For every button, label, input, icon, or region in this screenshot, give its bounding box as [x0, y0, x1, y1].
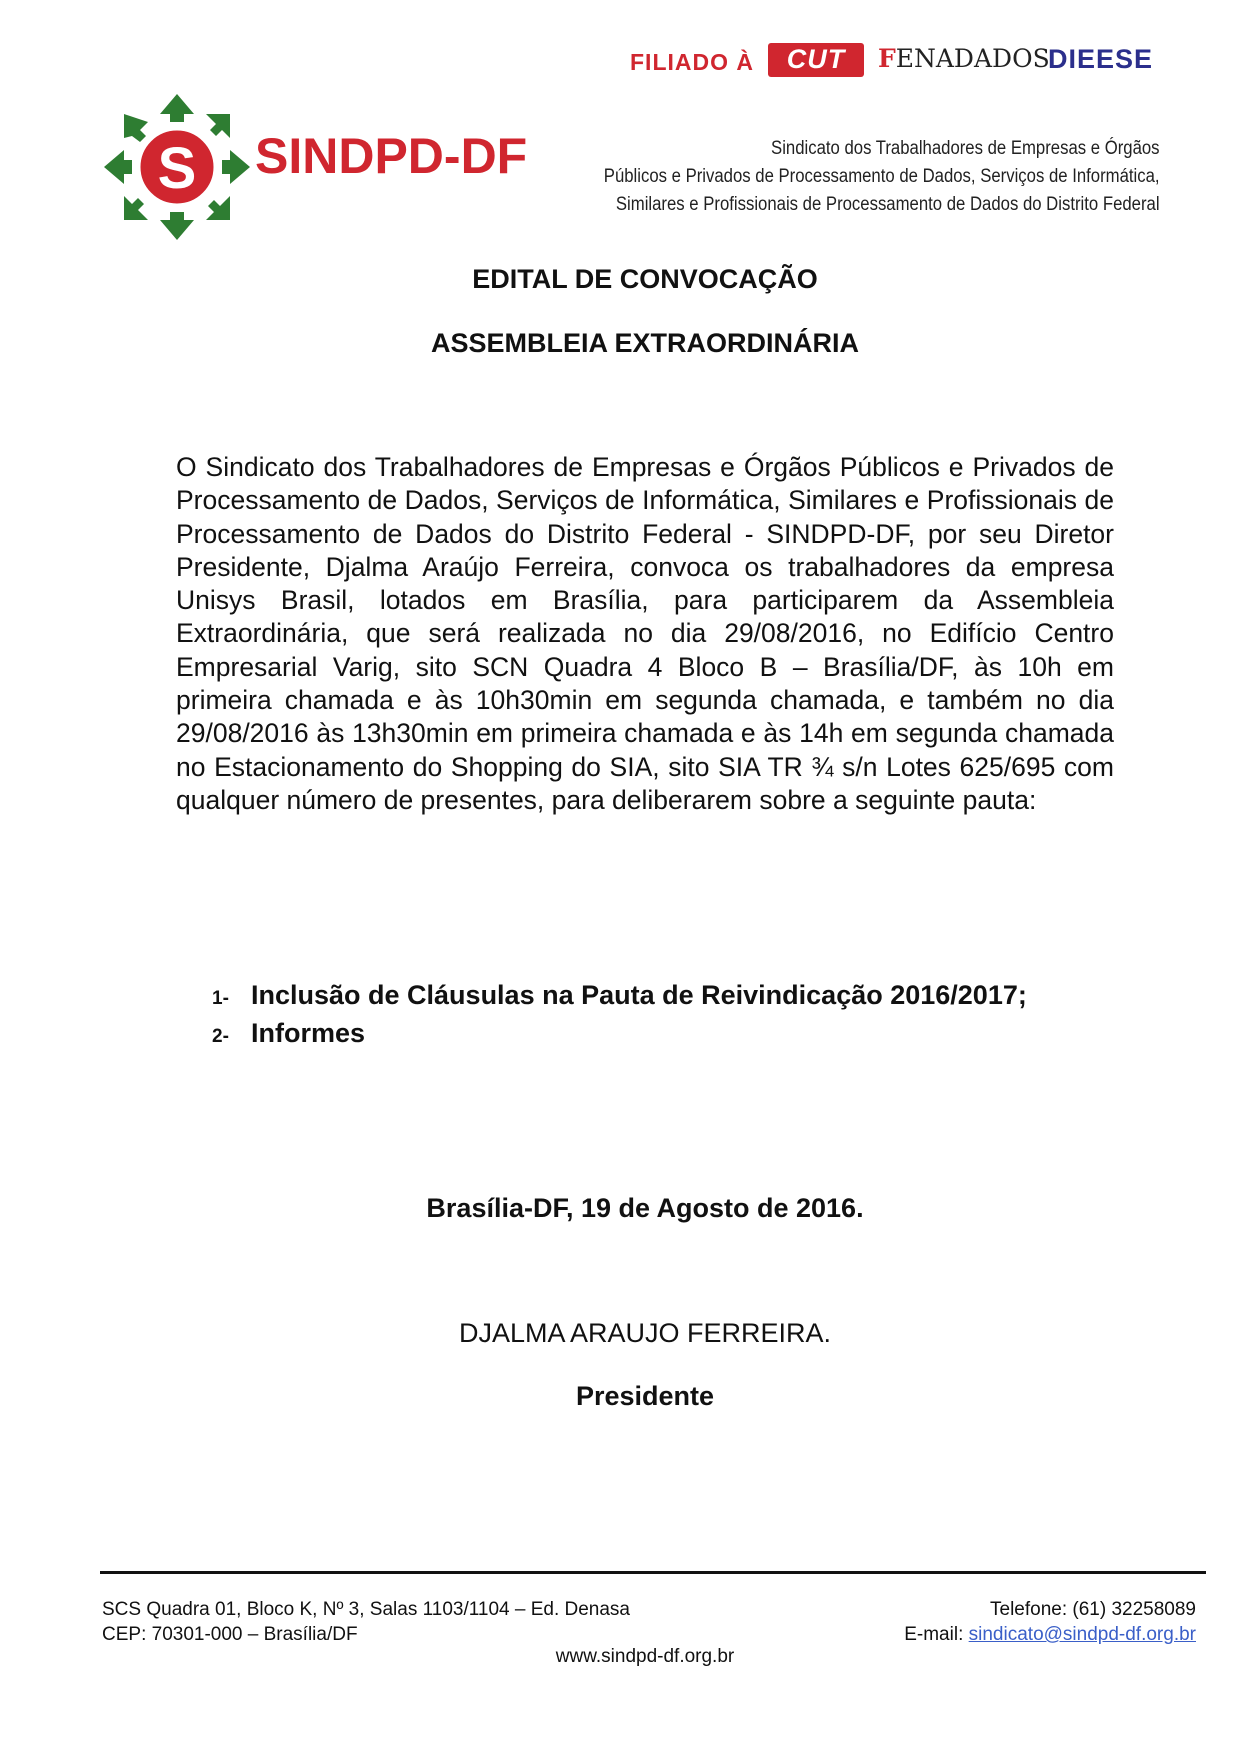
agenda-list — [212, 978, 1027, 1054]
footer-divider — [100, 1571, 1206, 1574]
agenda-item — [212, 978, 1027, 1016]
affiliation-bar — [630, 40, 1190, 80]
agenda-item-number: 2- — [212, 1026, 229, 1047]
convocation-body: O Sindicato dos Trabalhadores de Empresas e Órgãos Públicos e Privados de Processamento de Dados, Serviços de Informática, Similares e Profissionais de Processamento de Dados do Distrito Federal - SINDPD-DF, por seu Diretor Presidente, Djalma Araújo Ferreira, convoca os trabalhadores da empresa Unisys Brasil, lotados em Brasília, para participarem da Assembleia Extraordinária, que será realizada no dia 29/08/2016, no Edifício Centro Empresarial Varig, sito SCN Quadra 4 Bloco B – Brasília/DF, às 10h em primeira chamada e às 10h30min em segunda chamada, e também no dia 29/08/2016 às 13h30min em primeira chamada e às 14h em segunda chamada no Estacionamento do Shopping do SIA, sito SIA TR ¾ s/n Lotes 625/695 com qualquer número de presentes, para deliberarem sobre a seguinte pauta: — [176, 452, 1114, 815]
org-description-line: Públicos e Privados de Processamento de Dados, Serviços de Informática, — [604, 166, 1160, 187]
footer-contact — [904, 1597, 1196, 1647]
footer-email-label: E-mail: — [904, 1624, 964, 1645]
affiliation-label: FILIADO À — [630, 49, 754, 75]
agenda-item-number: 1- — [212, 988, 229, 1009]
date-line: Brasília-DF, 19 de Agosto de 2016. — [426, 1193, 864, 1223]
footer-website: www.sindpd-df.org.br — [555, 1646, 735, 1667]
signer-role: Presidente — [575, 1381, 715, 1411]
sindpd-logo-icon — [102, 92, 252, 242]
org-description-line: Similares e Profissionais de Processamento de Dados do Distrito Federal — [616, 194, 1160, 215]
org-description-line: Sindicato dos Trabalhadores de Empresas e Órgãos — [771, 138, 1160, 159]
dieese-logo: DIEESE — [1048, 44, 1154, 74]
footer-email-link[interactable]: sindicato@sindpd-df.org.br — [968, 1624, 1196, 1645]
agenda-item — [212, 1016, 1027, 1054]
svg-text:S: S — [157, 136, 197, 201]
cut-logo — [768, 43, 864, 77]
agenda-item-text: Informes — [251, 1018, 366, 1048]
fenadados-logo-rest: ENADADOS — [895, 44, 1050, 73]
org-description — [604, 135, 1160, 219]
footer-phone: Telefone: (61) 32258089 — [990, 1599, 1196, 1620]
signer-name: DJALMA ARAUJO FERREIRA. — [458, 1318, 832, 1348]
agenda-item-text: Inclusão de Cláusulas na Pauta de Reivindicação 2016/2017; — [251, 980, 1027, 1010]
footer-address-line: SCS Quadra 01, Bloco K, Nº 3, Salas 1103/1104 – Ed. Denasa — [102, 1599, 631, 1620]
cut-logo-text: CUT — [786, 44, 846, 74]
fenadados-logo-initial: F — [878, 44, 896, 73]
footer-address — [102, 1597, 630, 1647]
org-logo-text: SINDPD-DF — [255, 128, 528, 184]
fenadados-logo — [878, 44, 1050, 73]
document-title: EDITAL DE CONVOCAÇÃO — [472, 264, 818, 294]
footer-address-line: CEP: 70301-000 – Brasília/DF — [102, 1624, 358, 1645]
footer-email-row — [904, 1622, 1196, 1647]
document-subtitle: ASSEMBLEIA EXTRAORDINÁRIA — [430, 328, 860, 358]
